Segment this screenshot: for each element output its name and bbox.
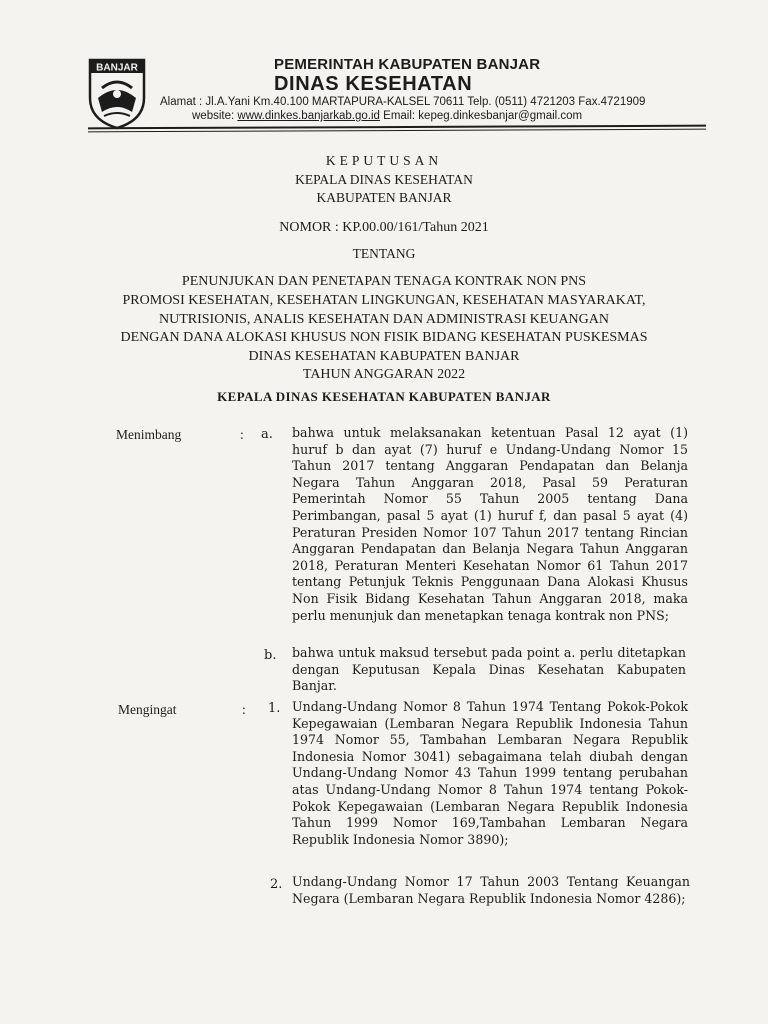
letterhead-rule-thin (88, 129, 706, 133)
subject-line: PENUNJUKAN DAN PENETAPAN TENAGA KONTRAK NON PNS (181, 274, 587, 289)
consideration-item-a: bahwa untuk melaksanakan ketentuan Pasal 12 ayat (1) huruf b dan ayat (7) huruf e Undang-Undang Nomor 15 Tahun 2017 tentang Anggaran Pendapatan dan Belanja Negara Tahun Anggaran 2018, Pasal 59 Peraturan Pemerintah Nomor 55 Tahun 2005 tentang Dana Perimbangan, pasal 5 ayat (1) huruf f, dan pasal 5 ayat (4) Peraturan Presiden Nomor 107 Tahun 2017 tentang Rincian Anggaran Pendapatan dan Belanja Negara Tahun Anggaran 2018, Peraturan Menteri Kesehatan Nomor 61 Tahun 2017 tentang Petunjuk Teknis Penggunaan Dana Alokasi Khusus Non Fisik Bidang Kesehatan Tahun Anggaran 2018, maka perlu menunjuk dan menetapkan tenaga kontrak non PNS; (292, 425, 688, 623)
subject-line: TAHUN ANGGARAN 2022 (302, 367, 466, 382)
banjar-regency-emblem (86, 58, 148, 130)
item-marker: 2. (270, 877, 283, 892)
subject-line: NUTRISIONIS, ANALIS KESEHATAN DAN ADMINISTRASI KEUANGAN (159, 312, 609, 327)
item-marker: b. (264, 648, 277, 663)
consideration-item-b: bahwa untuk maksud tersebut pada point a. perlu ditetapkan dengan Keputusan Kepala Dinas Kesehatan Kabupaten Banjar. (292, 645, 686, 694)
subject-line: PROMOSI KESEHATAN, KESEHATAN LINGKUNGAN, KESEHATAN MASYARAKAT, (122, 293, 646, 308)
section-heading: KEPALA DINAS KESEHATAN KABUPATEN BANJAR (217, 389, 551, 404)
subject-line: DINAS KESEHATAN KABUPATEN BANJAR (248, 349, 520, 364)
website-link[interactable]: www.dinkes.banjarkab.go.id (237, 110, 380, 122)
item-marker: a. (261, 427, 273, 442)
emblem-text: BANJAR (96, 62, 138, 74)
decree-issuer: KEPALA DINAS KESEHATAN (295, 172, 473, 187)
website-label: website: (192, 110, 235, 122)
government-name: PEMERINTAH KABUPATEN BANJAR (274, 56, 541, 73)
email-text: Email: kepeg.dinkesbanjar@gmail.com (383, 110, 583, 122)
decree-number: NOMOR : KP.00.00/161/Tahun 2021 (279, 220, 489, 235)
mengingat-label: Mengingat (118, 702, 177, 717)
decree-about: TENTANG (352, 246, 416, 261)
menimbang-colon: : (240, 427, 244, 442)
mengingat-colon: : (242, 702, 246, 717)
address-line: Alamat : Jl.A.Yani Km.40.100 MARTAPURA-KALSEL 70611 Telp. (0511) 4721203 Fax.4721909 (160, 96, 646, 108)
contact-line (192, 110, 582, 122)
subject-line: DENGAN DANA ALOKASI KHUSUS NON FISIK BIDANG KESEHATAN PUSKESMAS (120, 330, 648, 345)
item-marker: 1. (268, 701, 281, 716)
decree-title: KEPUTUSAN (325, 153, 443, 168)
agency-name: DINAS KESEHATAN (274, 73, 473, 95)
menimbang-label: Menimbang (116, 427, 182, 442)
decree-region: KABUPATEN BANJAR (316, 190, 452, 205)
legal-basis-item-2: Undang-Undang Nomor 17 Tahun 2003 Tentang Keuangan Negara (Lembaran Negara Republik Indonesia Nomor 4286); (292, 874, 690, 906)
legal-basis-item-1: Undang-Undang Nomor 8 Tahun 1974 Tentang Pokok-Pokok Kepegawaian (Lembaran Negara Republik Indonesia Tahun 1974 Nomor 55, Tambahan Lembaran Negara Republik Indonesia Nomor 3041) sebagaimana telah diubah dengan Undang-Undang Nomor 43 Tahun 1999 tentang perubahan atas Undang-Undang Nomor 8 Tahun 1974 tentang Pokok-Pokok Kepegawaian (Lembaran Negara Republik Indonesia Tahun 1999 Nomor 169,Tambahan Lembaran Negara Republik Indonesia Nomor 3890); (292, 699, 688, 847)
